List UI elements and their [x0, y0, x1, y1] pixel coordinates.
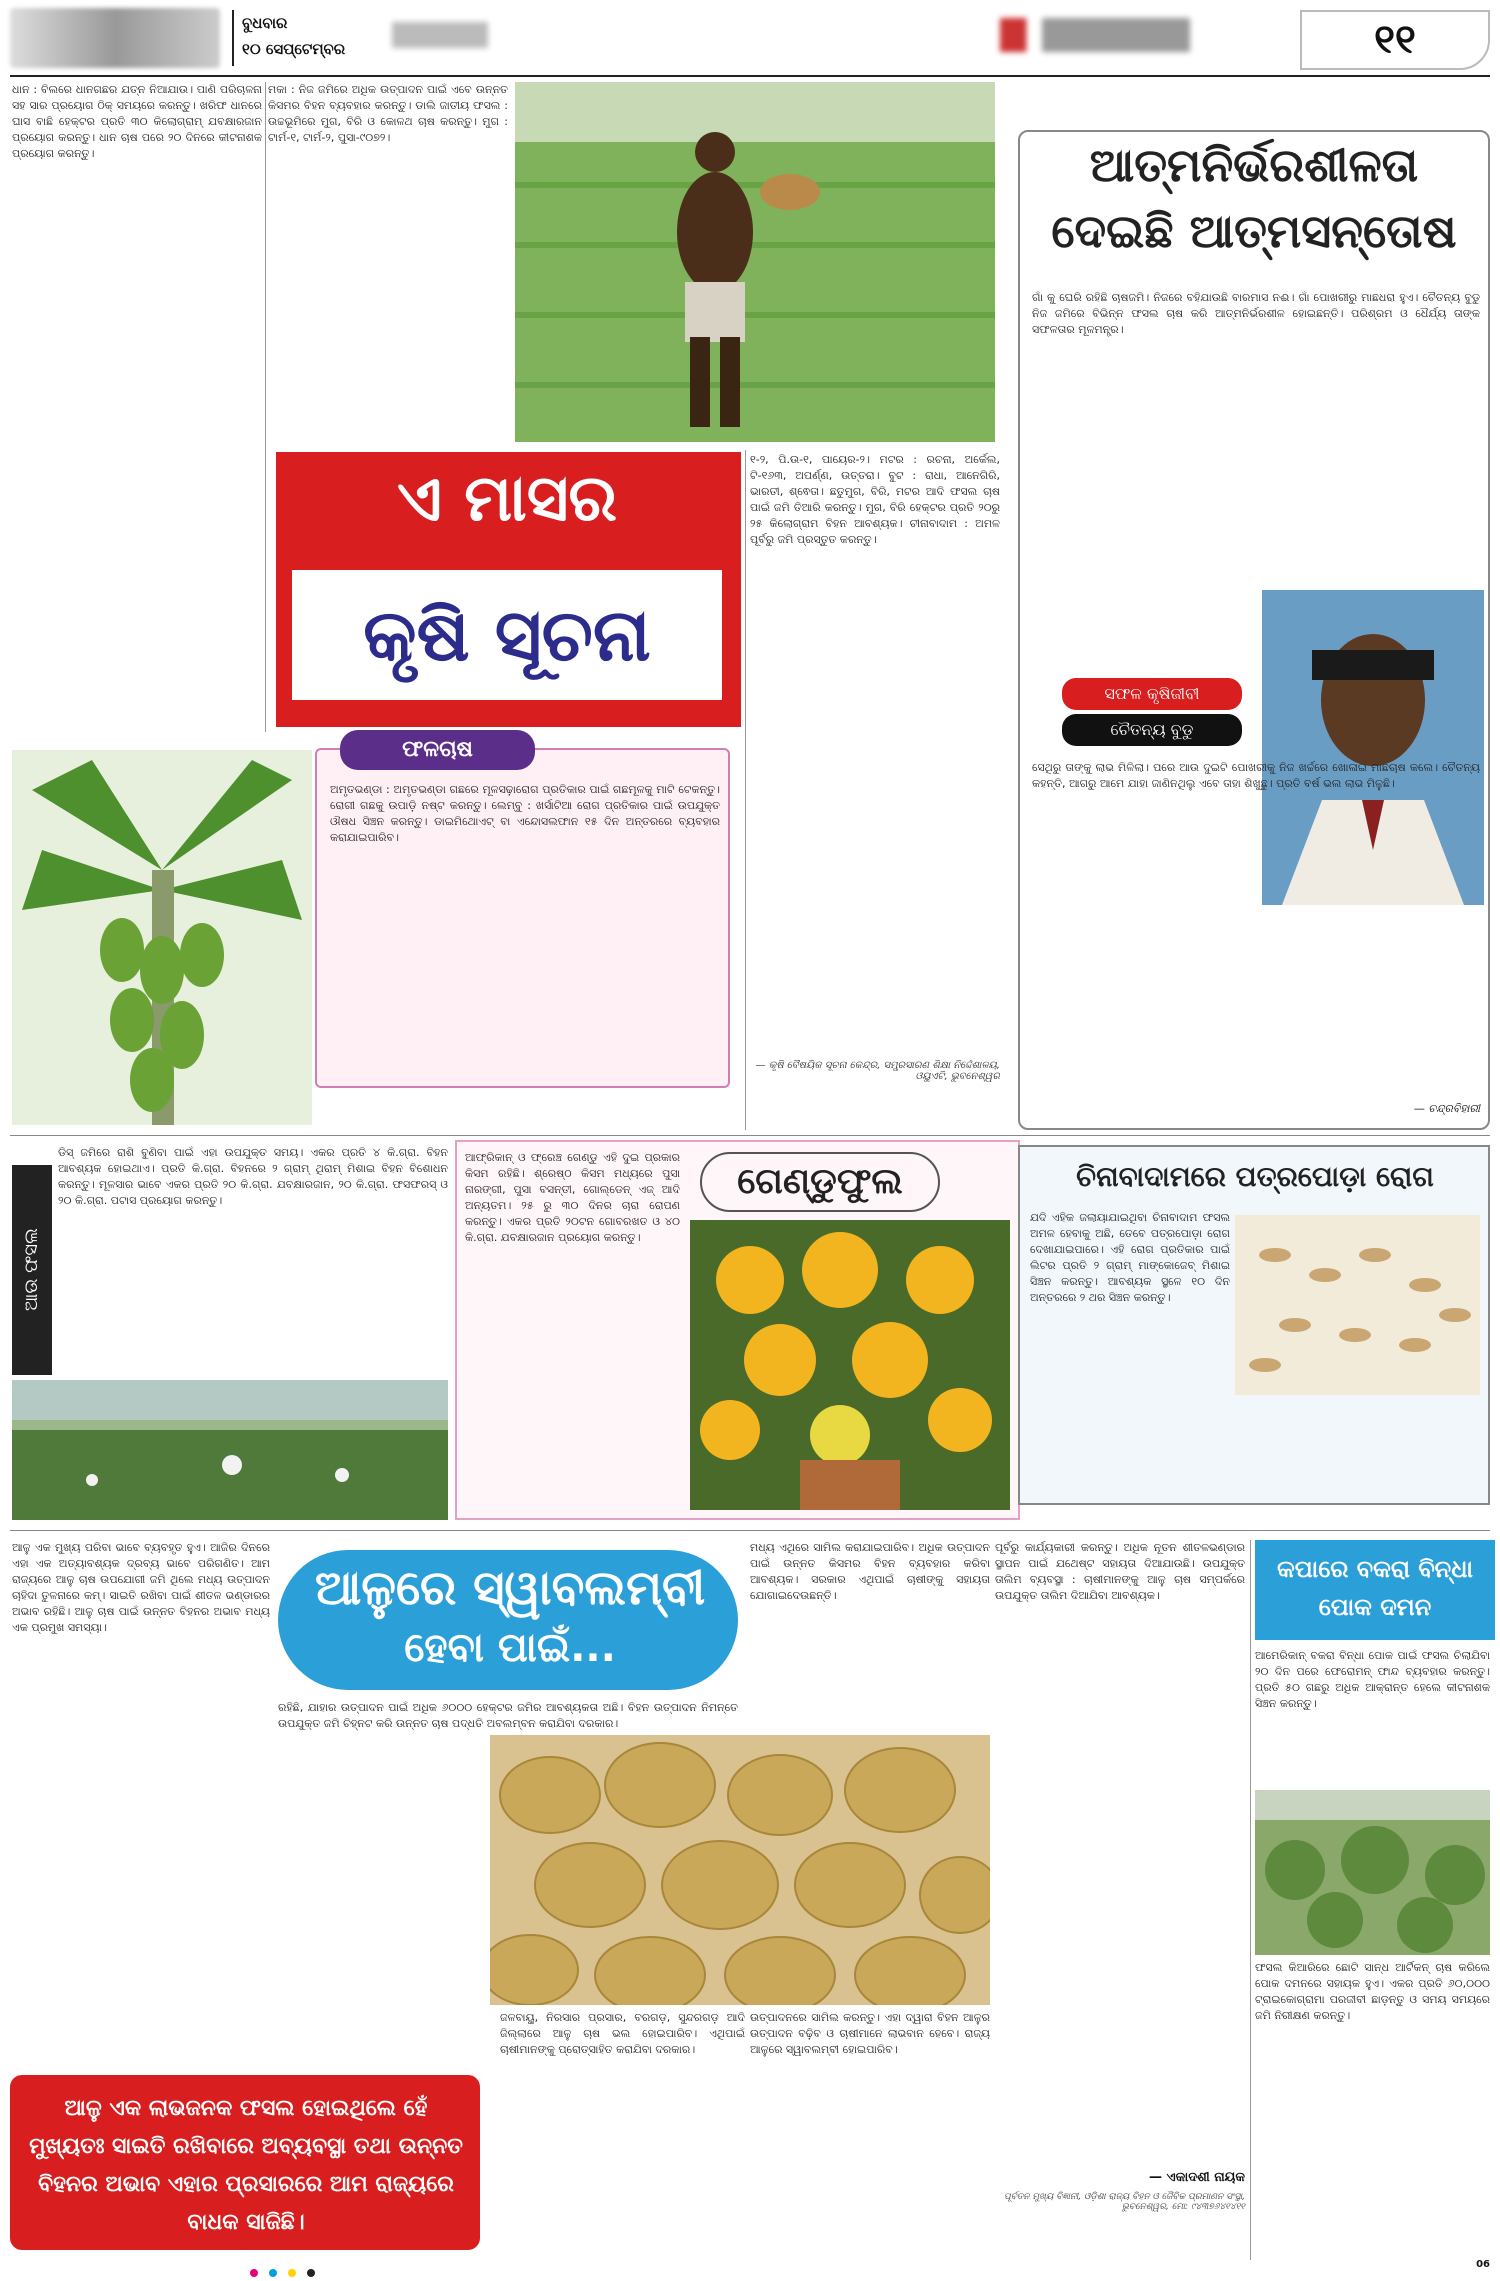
masthead-day: ବୁଧବାର [242, 14, 288, 32]
potato-headline-1: ଆଳୁରେ ସ୍ୱାବଲମ୍ବୀ [314, 1560, 706, 1616]
headline-line2: କୃଷି ସୂଚନା [292, 570, 722, 700]
side-section-tag: ଆଉ ଫସଲ [12, 1165, 52, 1375]
fruit-farming-tag: ଫଳଚାଷ [340, 730, 535, 770]
section-divider-2 [10, 1530, 1490, 1531]
tag-successful-farmer: ସଫଳ କୃଷିଜୀବୀ [1062, 678, 1242, 710]
headline-line1: ଏ ମାସର [397, 462, 617, 536]
farmer-field-photo [515, 82, 995, 442]
column-rule [745, 450, 746, 1130]
potato-lower-col-2: ଜଳବାୟୁ, ନିରସାର ପ୍ରସାର, ବରଗଡ଼, ସୁନ୍ଦରଗଡ଼ ଆଦି ଜିଲ୍ଲାରେ ଆଳୁ ଚାଷ ଭଲ ହୋଇପାରିବ। ଏଥିପାଇଁ ଚାଷୀମାନଙ୍କୁ ପ୍ରୋତ୍ସାହିତ କରାଯିବା ଦରକାର। [500, 2011, 745, 2056]
papaya-tree-photo [12, 750, 312, 1125]
page-number: ୧୧ [1300, 10, 1490, 70]
page-footer-number: 06 [1476, 2259, 1490, 2270]
cotton-pest-headline: କପାରେ ବକରା ବିନ୍ଧା ପୋକ ଦମନ [1277, 1555, 1473, 1621]
success-story-body: ଗାଁ କୁ ଘେରି ରହିଛି ଚାଷଜମି। ନିଜରେ ବହିଯାଉଛି ବାରମାସ ନଈ। ଗାଁ ପୋଖରୀରୁ ମାଛଧରା ହୁଏ। ଚୈତନ୍ୟ ବୁଡୁ ନିଜ ଜମିରେ ବିଭିନ୍ନ ଫସଲ ଚାଷ କରି ଆତ୍ମନିର୍ଭରଶୀଳ ହୋଇଛନ୍ତି। ପରିଶ୍ରମ ଓ ଧୈର୍ଯ୍ୟ ତାଙ୍କ ସଫଳତାର ମୂଳମନ୍ତ୍ର। [1032, 291, 1480, 336]
article-pulses-cont: ୧-୨, ପି.ଉ-୧, ପାୟେର-୨। ମଟର : ରଚନା, ଅର୍କେଲ, ଟି-୧୬୩, ଅପର୍ଣ୍ଣ, ଉତ୍ତରା। ବୁଟ : ରାଧା, ଆନେଗିରି, ଭାରତୀ, ଶ୍ଵେତା। ଛତୁମୁଗ, ବିରି, ମଟର ଆଦି ଫସଲ ଚାଷ ପାଇଁ ଜମି ତିଆରି କରନ୍ତୁ। ମୁଗ, ବିରି ହେକ୍ଟର ପ୍ରତି ୨୦ରୁ ୨୫ କିଲୋଗ୍ରାମ ବିହନ ଆବଶ୍ୟକ। ଚୀନାବାଦାମ : ଅମଳ ପୂର୍ବରୁ ଜମି ପ୍ରସ୍ତୁତ କରନ୍ତୁ। [750, 453, 1000, 546]
article-paddy: ଧାନ : ବିଲରେ ଧାନଗଛର ଯତ୍ନ ନିଆଯାଉ। ପାଣି ପରିଚାଳନା ସହ ସାର ପ୍ରୟୋଗ ଠିକ୍ ସମୟରେ କରନ୍ତୁ। ଖରିଫ ଧାନରେ ଘାସ ବାଛି ହେକ୍ଟର ପ୍ରତି ୩୦ କିଲୋଗ୍ରାମ୍ ଯବକ୍ଷାରଜାନ ପ୍ରୟୋଗ କରନ୍ତୁ। ଧାନ ଚାଷ ପରେ ୨୦ ଦିନରେ କୀଟନାଶକ ପ୍ରୟୋଗ କରନ୍ତୁ। [12, 83, 262, 160]
article-sesame: ଡିସ୍ ଜମିରେ ରାଶି ବୁଣିବା ପାଇଁ ଏହା ଉପଯୁକ୍ତ ସମୟ। ଏକର ପ୍ରତି ୪ କି.ଗ୍ରା. ବିହନ ଆବଶ୍ୟକ ହୋଇଥାଏ। ପ୍ରତି କି.ଗ୍ରା. ବିହନରେ ୨ ଗ୍ରାମ୍ ଥିରାମ୍ ମିଶାଇ ବିହନ ବିଶୋଧନ କରନ୍ତୁ। ମୂଳସାର ଭାବେ ଏକର ପ୍ରତି ୨୦ କି.ଗ୍ରା. ଯବକ୍ଷାରଜାନ, ୨୦ କି.ଗ୍ରା. ଫସଫରସ୍ ଓ ୨୦ କି.ଗ୍ରା. ପଟାସ ପ୍ରୟୋଗ କରନ୍ତୁ। [58, 1146, 448, 1207]
cotton-pest-text-2: ଫସଲ କିଆରିରେ ଛୋଟି ସାନ୍ଧ ଆର୍ଟିକନ୍ ଚାଷ କରିଲେ ପୋକ ଦମନରେ ସହାୟକ ହୁଏ। ଏକର ପ୍ରତି ୬୦,୦୦୦ ଟ୍ରାଇକୋଗ୍ରାମା ପରଜୀବୀ ଛାଡ଼ନ୍ତୁ ଓ ସମୟ ସମୟରେ ଜମି ନିରୀକ୍ଷଣ କରନ୍ତୁ। [1255, 1961, 1490, 2022]
article-maize-pulses: ମକା : ନିଜ ଜମିରେ ଅଧିକ ଉତ୍ପାଦନ ପାଇଁ ଏବେ ଉନ୍ନତ କିସମର ବିହନ ବ୍ୟବହାର କରନ୍ତୁ। ଡାଲି ଜାତୀୟ ଫସଲ : ଉଚ୍ଚଭୂମିରେ ମୁଗ, ବିରି ଓ କୋଳଥ ଚାଷ କରନ୍ତୁ। ମୁଗ : ଟାର୍ମ-୧, ଟାର୍ମ-୨, ପୁସା-୯୦୭୨। [268, 83, 508, 144]
potato-lower-col-1: ରହିଛି, ଯାହାର ଉତ୍ପାଦନ ପାଇଁ ଅଧିକ ୬୦୦୦ ହେକ୍ଟର ଜମିର ଆବଶ୍ୟକତା ଅଛି। ବିହନ ଉତ୍ପାଦନ ନିମନ୍ତେ ଉପଯୁକ୍ତ ଜମି ଚିହ୍ନଟ କରି ଉନ୍ନତ ଚାଷ ପଦ୍ଧତି ଅବଲମ୍ବନ କରାଯିବା ଦରକାର। [278, 1701, 738, 1730]
article-credit: — କୃଷି ବୈଷୟିକ ସୂଚନା କେନ୍ଦ୍ର, ସମ୍ପ୍ରସାରଣ ଶିକ୍ଷା ନିର୍ଦ୍ଦେଶାଳୟ, ଓୟୁଏଟି, ଭୁବନେଶ୍ୱର [755, 1060, 1000, 1082]
potato-credit-sub: ପୂର୍ବତନ ମୁଖ୍ୟ ବିଜ୍ଞାନୀ, ଓଡ଼ିଶା ରାଜ୍ୟ ବିହନ ଓ ଜୈବିକ ପ୍ରମାଣନ ସଂସ୍ଥା, ଭୁବନେଶ୍ୱର, ମୋ: ୯୪୩୭୬୪୧୪୧୧ [1004, 2192, 1245, 2212]
masthead-date-text: ୧୦ ସେପ୍ଟେମ୍ବର [242, 40, 346, 58]
marigold-text: ଆଫ୍ରିକାନ୍ ଓ ଫ୍ରେଞ୍ଚ ଗେଣ୍ଡୁ ଏହି ଦୁଇ ପ୍ରକାର କିସମ ରହିଛି। ଶ୍ରେଷ୍ଠ କିସମ ମଧ୍ୟରେ ପୁସା ନାରଙ୍ଗୀ, ପୁସା ବସନ୍ତୀ, ଗୋଲ୍ଡେନ୍ ଏଜ୍ ଆଦି ଅନ୍ୟତମ। ୨୫ ରୁ ୩୦ ଦିନର ଚାରା ରୋପଣ କରନ୍ତୁ। ଏକର ପ୍ରତି ୨୦ଟନ ଗୋବରଖତ ଓ ୪୦ କି.ଗ୍ରା. ଯବକ୍ଷାରଜାନ ପ୍ରୟୋଗ କରନ୍ତୁ। [465, 1151, 680, 1244]
tag-farmer-name: ଚୈତନ୍ୟ ବୁଡୁ [1062, 714, 1242, 746]
potato-lower-col-3: ଉତ୍ପାଦନରେ ସାମିଲ କରନ୍ତୁ। ଏହା ଦ୍ୱାରା ବିହନ ଆଳୁର ଉତ୍ପାଦନ ବଢ଼ିବ ଓ ଚାଷୀମାନେ ଲାଭବାନ ହେବେ। ରାଜ୍ୟ ଆଳୁରେ ସ୍ୱାବଲମ୍ବୀ ହୋଇପାରିବ। [750, 2011, 990, 2056]
potato-col-2: ମଧ୍ୟ ଏଥିରେ ସାମିଲ କରାଯାଇପାରିବ। ଅଧିକ ଉତ୍ପାଦନ ପାଇଁ ଉନ୍ନତ କିସମର ବିହନ ବ୍ୟବହାର କରିବା ଆବଶ୍ୟକ। ସରକାର ଏଥିପାଇଁ ଚାଷୀଙ୍କୁ ସହାୟତା ଯୋଗାଇଦେଉଛନ୍ତି। [750, 1541, 990, 1602]
cotton-field-photo [1255, 1790, 1490, 1955]
potato-photo [490, 1735, 990, 2005]
section-label-blurred [1000, 18, 1190, 52]
print-registration-dots [250, 2262, 1250, 2272]
success-story-headline: ଆତ୍ମନିର୍ଭରଶୀଳତା ଦେଇଛି ଆତ୍ମସନ୍ତୋଷ [1051, 138, 1457, 258]
marigold-photo [690, 1220, 1010, 1510]
fruit-farming-text: ଅମୃତଭଣ୍ଡା : ଅମୃତଭଣ୍ଡା ଗଛରେ ମୂଳସଢ଼ାରୋଗ ପ୍ରତିକାର ପାଇଁ ଗଛମୂଳକୁ ମାଟି ଟେକନ୍ତୁ। ରୋଗୀ ଗଛକୁ ଉପାଡ଼ି ନଷ୍ଟ କରନ୍ତୁ। ଲେମ୍ବୁ : ଖର୍ସାଟିଆ ରୋଗ ପ୍ରତିକାର ପାଇଁ ଉପଯୁକ୍ତ ଔଷଧ ସିଞ୍ଚନ କରନ୍ତୁ। ଡାଇମିଥୋଏଟ୍ ବା ଏନ୍ଦୋସଲଫାନ ୧୫ ଦିନ ଅନ୍ତରରେ ବ୍ୟବହାର କରାଯାଇପାରିବ। [330, 783, 720, 844]
masthead-rule [10, 75, 1490, 77]
column-rule [265, 82, 266, 732]
groundnut-text: ଯଦି ଏହିକ ଜଲାୟାଯାଇଥିବା ଚିନାବାଦାମ ଫସଲ ଅମଳ ହେବାକୁ ଅଛି, ତେବେ ପତ୍ରପୋଡ଼ା ରୋଗ ଦେଖାଯାଇପାରେ। ଏହି ରୋଗ ପ୍ରତିକାର ପାଇଁ ଲିଟର ପ୍ରତି ୨ ଗ୍ରାମ୍ ମାଙ୍କୋଜେବ୍ ମିଶାଇ ସିଞ୍ଚନ କରନ୍ତୁ। ଆବଶ୍ୟକ ସ୍ଥଳେ ୧୦ ଦିନ ଅନ୍ତରରେ ୨ ଥର ସିଞ୍ଚନ କରନ୍ତୁ। [1030, 1211, 1230, 1304]
masthead-blurred-label [392, 22, 488, 48]
newspaper-logo [10, 8, 220, 68]
sesame-field-photo [12, 1380, 448, 1520]
potato-col-3: ପୂର୍ବରୁ କାର୍ଯ୍ୟକାରୀ କରନ୍ତୁ। ଅଧିକ ନୂତନ ଶୀତଳଭଣ୍ଡାର ସ୍ଥାପନ ପାଇଁ ଯଥେଷ୍ଟ ସହାୟତା ଦିଆଯାଉଛି। ଉପଯୁକ୍ତ ତାଲିମ ବ୍ୟବସ୍ଥା : ଚାଷୀମାନଙ୍କୁ ଆଳୁ ଚାଷ ସମ୍ପର୍କରେ ଉପଯୁକ୍ତ ତାଲିମ ଦିଆଯିବା ଆବଶ୍ୟକ। [995, 1541, 1245, 1602]
masthead-date [232, 10, 362, 66]
success-story-credit: — ଚନ୍ଦ୍ରବିହାରୀ [1413, 1102, 1480, 1115]
potato-credit: — ଏକାଦଶୀ ନାୟକ [1149, 2170, 1245, 2185]
pull-quote: ଆଳୁ ଏକ ଲାଭଜନକ ଫସଲ ହୋଇଥିଲେ ହେଁ ମୁଖ୍ୟତଃ ସାଇତି ରଖିବାରେ ଅବ୍ୟବସ୍ଥା ତଥା ଉନ୍ନତ ବିହନର ଅଭାବ ଏହାର ପ୍ରସାରରେ ଆମ ରାଜ୍ୟରେ ବାଧକ ସାଜିଛି। [29, 2096, 463, 2235]
potato-col-1: ଆଳୁ ଏକ ମୁଖ୍ୟ ପରିବା ଭାବେ ବ୍ୟବହୃତ ହୁଏ। ଆଜିର ଦିନରେ ଏହା ଏକ ଅତ୍ୟାବଶ୍ୟକ ଦ୍ରବ୍ୟ ଭାବେ ପରିଗଣିତ। ଆମ ରାଜ୍ୟରେ ଆଳୁ ଚାଷ ଉପଯୋଗୀ ଜମି ଥିଲେ ମଧ୍ୟ ଉତ୍ପାଦନ ଚାହିଦା ତୁଳନାରେ କମ୍। ସାଇତି ରଖିବା ପାଇଁ ଶୀତଳ ଭଣ୍ଡାରର ଅଭାବ ରହିଛି। ଆଳୁ ଚାଷ ପାଇଁ ଉନ୍ନତ ବିହନର ଅଭାବ ମଧ୍ୟ ଏକ ପ୍ରମୁଖ ସମସ୍ୟା। [12, 1541, 270, 1634]
success-story-body-cont: ସେଥିରୁ ତାଙ୍କୁ ଲାଭ ମିଳିଲା। ପରେ ଆଉ ଦୁଇଟି ପୋଖରୀକୁ ନିଜ ଖର୍ଚ୍ଚରେ ଖୋଳାଇ ମାଛଚାଷ କଲେ। ଚୈତନ୍ୟ କହନ୍ତି, ଆଗରୁ ଆମେ ଯାହା ଜାଣିନଥିଲୁ ଏବେ ତାହା ଶିଖୁଛୁ। ପ୍ରତି ବର୍ଷ ଭଲ ଲାଭ ମିଳୁଛି। [1032, 761, 1480, 790]
section-divider [10, 1135, 1490, 1136]
groundnut-photo [1235, 1215, 1480, 1395]
cotton-pest-text: ଆମେରିକାନ୍ ବକରା ବିନ୍ଧା ପୋକ ପାଇଁ ଫସଲ ଚିଲାଯିବା ୨୦ ଦିନ ପରେ ଫେରୋମନ୍ ଫାନ୍ଦ ବ୍ୟବହାର କରନ୍ତୁ। ପ୍ରତି ୫୦ ଗଛରୁ ଅଧିକ ଆକ୍ରାନ୍ତ ହେଲେ କୀଟନାଶକ ସିଞ୍ଚନ କରନ୍ତୁ। [1255, 1649, 1490, 1710]
groundnut-headline: ଚିନାବାଦାମରେ ପତ୍ରପୋଡ଼ା ରୋଗ [1076, 1160, 1434, 1193]
potato-headline-2: ହେବା ପାଇଁ... [404, 1625, 616, 1671]
column-rule [1250, 1540, 1251, 2260]
marigold-headline: ଗେଣ୍ଡୁଫୁଲ [700, 1152, 940, 1212]
